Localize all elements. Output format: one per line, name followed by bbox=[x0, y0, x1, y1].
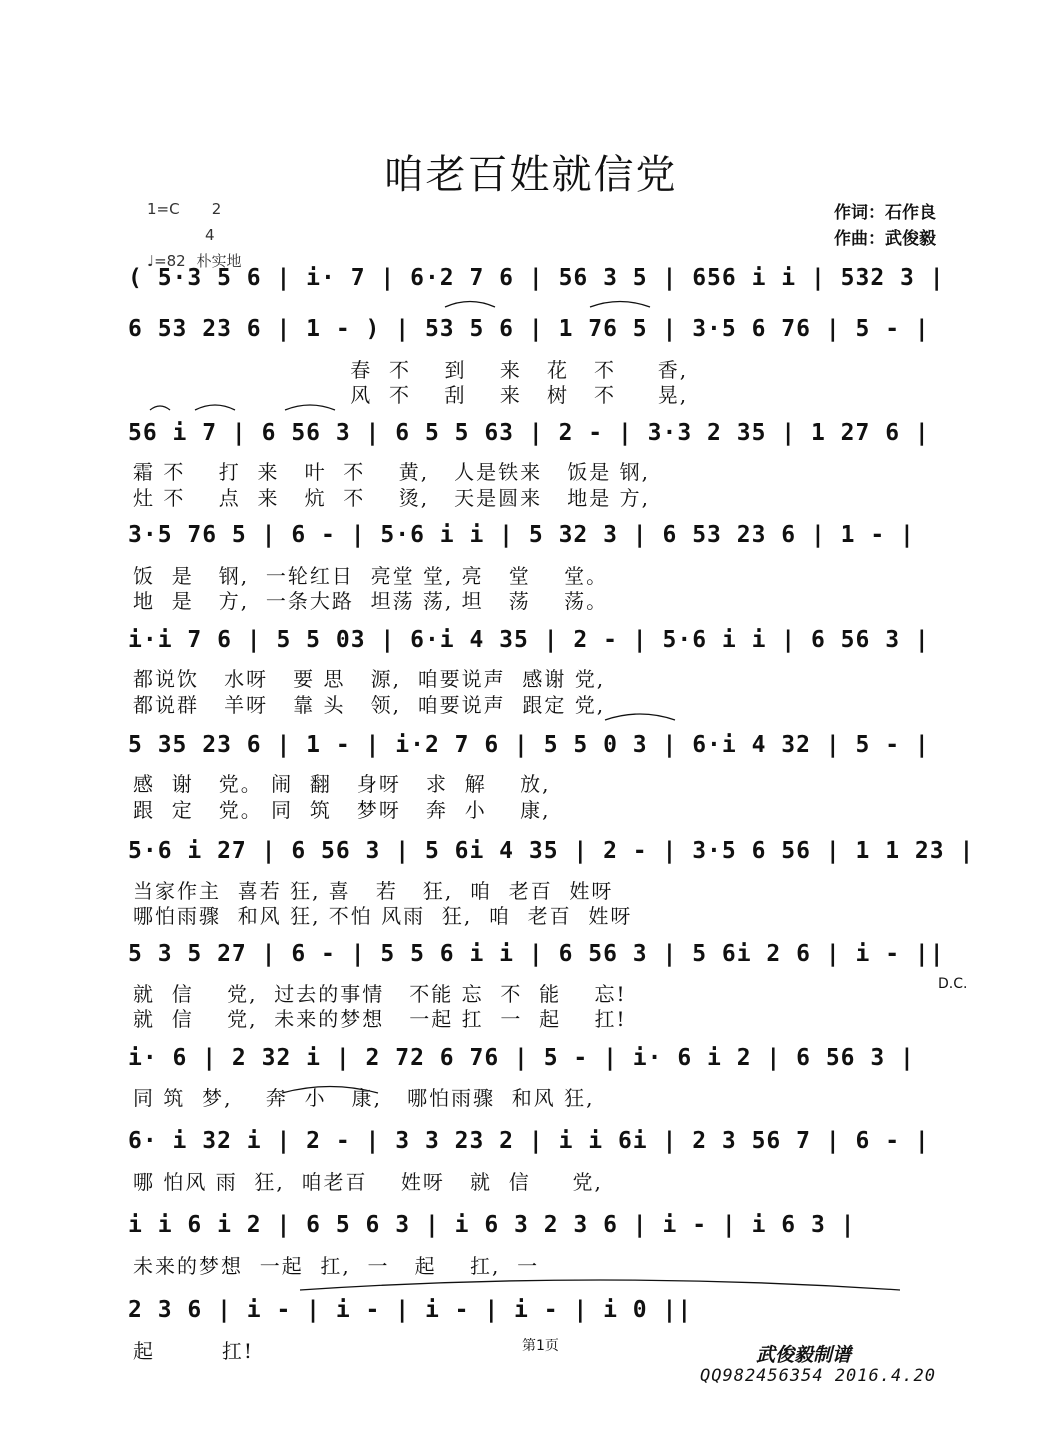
tempo-mark: ♩=82 bbox=[147, 252, 186, 270]
notes-row: 56 i 7 | 6 56 3 | 6 5 5 63 | 2 - | 3·3 2 35 | 1 27 6 | bbox=[128, 420, 930, 446]
notes-row: ( 5·3 5 6 | i· 7 | 6·2 7 6 | 56 3 5 | 656 i i | 532 3 | bbox=[128, 265, 945, 291]
notes-row: i· 6 | 2 32 i | 2 72 6 76 | 5 - | i· 6 i 2 | 6 56 3 | bbox=[128, 1045, 915, 1071]
notes-row: 5 3 5 27 | 6 - | 5 5 6 i i | 6 56 3 | 5 6i 2 6 | i - || bbox=[128, 941, 945, 967]
lyric-line-2: 跟 定 党。 同 筑 梦呀 奔 小 康, bbox=[133, 798, 551, 822]
page-number: 第1页 bbox=[522, 1338, 559, 1354]
lyric-line-2: 地 是 方, 一条大路 坦荡 荡, 坦 荡 荡。 bbox=[133, 589, 609, 613]
lyric-line-1: 当家作主 喜若 狂, 喜 若 狂, 咱 老百 姓呀 bbox=[133, 879, 614, 903]
maker-signature: 武俊毅制谱 bbox=[756, 1344, 852, 1366]
notes-row: 3·5 76 5 | 6 - | 5·6 i i | 5 32 3 | 6 53 23 6 | 1 - | bbox=[128, 522, 915, 548]
lyric-line-1: 饭 是 钢, 一轮红日 亮堂 堂, 亮 堂 堂。 bbox=[133, 564, 609, 588]
lyric-line-1: 都说饮 水呀 要 思 源, 咱要说声 感谢 党, bbox=[133, 667, 606, 691]
lyricist-name: 石作良 bbox=[885, 203, 936, 223]
notes-row: 2 3 6 | i - | i - | i - | i - | i 0 || bbox=[128, 1297, 693, 1323]
composer-name: 武俊毅 bbox=[885, 229, 936, 249]
notes-row: i·i 7 6 | 5 5 03 | 6·i 4 35 | 2 - | 5·6 i i | 6 56 3 | bbox=[128, 627, 930, 653]
lyric-line-1: 未来的梦想 一起 扛, 一 起 扛, 一 bbox=[133, 1254, 540, 1278]
notes-row: 5·6 i 27 | 6 56 3 | 5 6i 4 35 | 2 - | 3·5 6 56 | 1 1 23 | bbox=[128, 838, 975, 864]
lyric-line-2: 风 不 刮 来 树 不 晃, bbox=[133, 383, 689, 407]
lyric-line-1: 感 谢 党。 闹 翻 身呀 求 解 放, bbox=[133, 772, 551, 796]
time-numerator: 2 bbox=[211, 200, 222, 218]
style-mark: 朴实地 bbox=[196, 252, 242, 270]
notes-row: 6 53 23 6 | 1 - ) | 53 5 6 | 1 76 5 | 3·5 6 76 | 5 - | bbox=[128, 316, 930, 342]
lyric-line-1: 就 信 党, 过去的事情 不能 忘 不 能 忘! bbox=[133, 982, 627, 1006]
notes-row: i i 6 i 2 | 6 5 6 3 | i 6 3 2 3 6 | i - | i 6 3 | bbox=[128, 1212, 856, 1238]
key-label: 1=C bbox=[147, 200, 180, 218]
page-title: 咱老百姓就信党 bbox=[383, 152, 678, 198]
composer-label: 作曲： bbox=[834, 229, 885, 249]
lyric-line-1: 霜 不 打 来 叶 不 黄, 人是铁来 饭是 钢, bbox=[133, 460, 650, 484]
lyricist-label: 作词： bbox=[834, 203, 885, 223]
lyric-line-1: 起 扛! bbox=[133, 1339, 254, 1363]
contact-line: QQ982456354 2016.4.20 bbox=[700, 1366, 936, 1386]
lyric-line-2: 就 信 党, 未来的梦想 一起 扛 一 起 扛! bbox=[133, 1007, 627, 1031]
lyric-line-1: 春 不 到 来 花 不 香, bbox=[133, 358, 689, 382]
lyric-line-2: 都说群 羊呀 靠 头 领, 咱要说声 跟定 党, bbox=[133, 693, 606, 717]
lyric-line-2: 哪怕雨骤 和风 狂, 不怕 风雨 狂, 咱 老百 姓呀 bbox=[133, 904, 633, 928]
lyric-line-2: 灶 不 点 来 炕 不 烫, 天是圆来 地是 方, bbox=[133, 486, 650, 510]
lyric-line-1: 同 筑 梦, 奔 小 康, 哪怕雨骤 和风 狂, bbox=[133, 1086, 595, 1110]
notes-row: 5 35 23 6 | 1 - | i·2 7 6 | 5 5 0 3 | 6·i 4 32 | 5 - | bbox=[128, 732, 930, 758]
time-denominator: 4 bbox=[205, 226, 215, 244]
notes-row: 6· i 32 i | 2 - | 3 3 23 2 | i i 6i | 2 3 56 7 | 6 - | bbox=[128, 1128, 930, 1154]
dc-mark: D.C. bbox=[938, 976, 968, 992]
lyric-line-1: 哪 怕风 雨 狂, 咱老百 姓呀 就 信 党, bbox=[133, 1170, 603, 1194]
